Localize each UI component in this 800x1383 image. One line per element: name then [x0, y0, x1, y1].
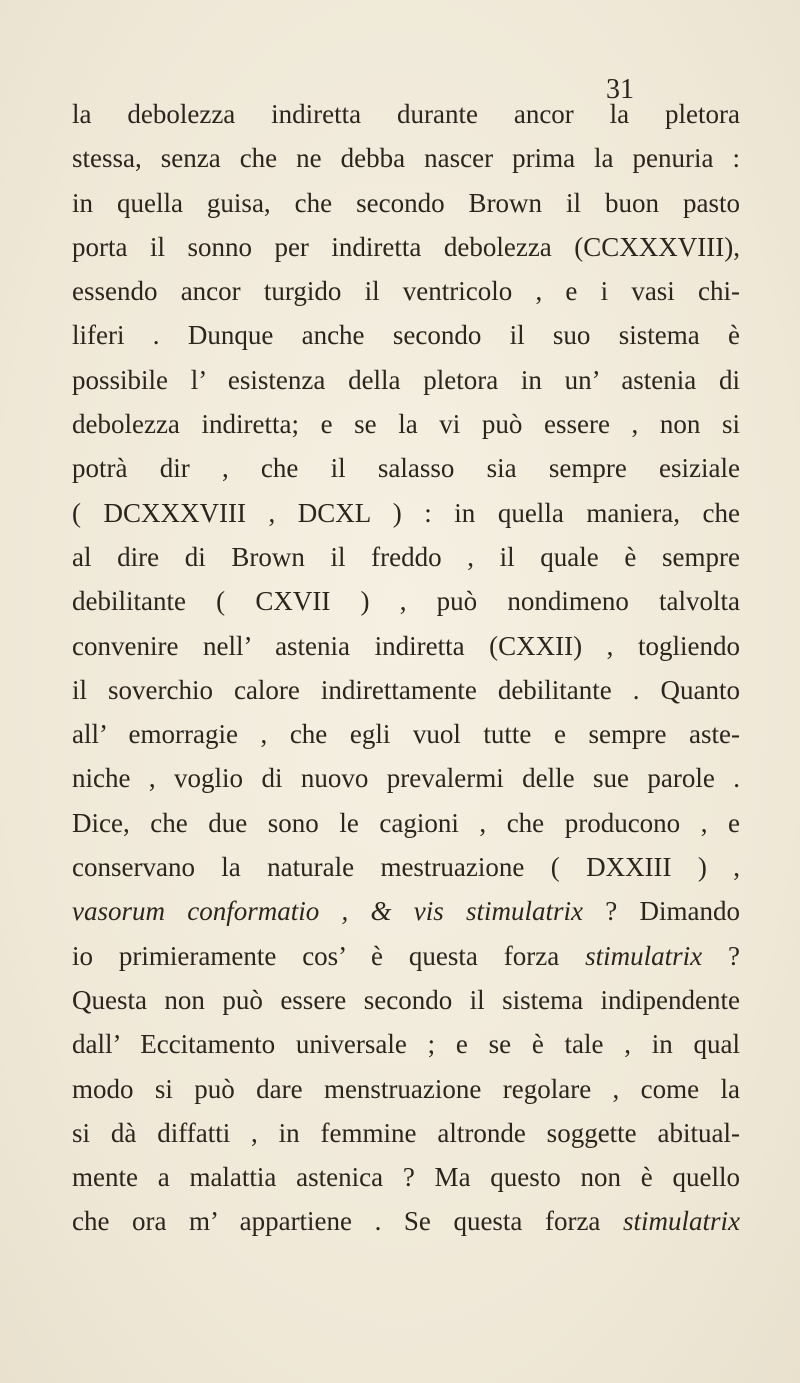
text-line	[72, 1067, 740, 1111]
body-text	[72, 92, 740, 1244]
text-segment: ? Dimando	[583, 896, 740, 927]
text-line	[72, 92, 740, 136]
text-line	[72, 1022, 740, 1066]
text-line	[72, 313, 740, 357]
text-line	[72, 845, 740, 889]
italic-text: stimulatrix	[585, 940, 703, 971]
text-segment: stessa, senza che ne debba nascer prima la penuria :	[72, 143, 740, 174]
text-line	[72, 1111, 740, 1155]
text-segment: debilitante ( CXVII ) , può nondimeno talvolta	[72, 586, 740, 617]
text-line	[72, 756, 740, 800]
text-line	[72, 934, 740, 978]
text-segment: Questa non può essere secondo il sistema indipendente	[72, 984, 740, 1015]
text-line	[72, 801, 740, 845]
text-segment: essendo ancor turgido il ventricolo , e i vasi chi-	[72, 276, 740, 307]
text-segment: il soverchio calore indirettamente debilitante . Quanto	[72, 674, 740, 705]
text-line	[72, 712, 740, 756]
text-segment: all’ emorragie , che egli vuol tutte e sempre aste-	[72, 719, 740, 750]
italic-text: stimulatrix	[622, 1206, 740, 1237]
page-number: 31	[606, 74, 634, 105]
text-line	[72, 136, 740, 180]
text-segment: liferi . Dunque anche secondo il suo sistema è	[72, 320, 740, 351]
text-line	[72, 1155, 740, 1199]
text-segment: debolezza indiretta; e se la vi può essere , non si	[72, 409, 740, 440]
text-line	[72, 402, 740, 446]
text-segment: potrà dir , che il salasso sia sempre esiziale	[72, 453, 740, 484]
text-line	[72, 358, 740, 402]
text-segment: io primieramente cos’ è questa forza	[72, 940, 586, 971]
text-segment: Dice, che due sono le cagioni , che producono , e	[72, 807, 740, 838]
text-line	[72, 535, 740, 579]
text-segment: si dà diffatti , in femmine altronde soggette abitual-	[72, 1117, 740, 1148]
text-line	[72, 269, 740, 313]
text-segment: niche , voglio di nuovo prevalermi delle sue parole .	[72, 763, 740, 794]
text-segment: la debolezza indiretta durante ancor la pletora	[72, 99, 740, 129]
text-segment: modo si può dare menstruazione regolare , come la	[72, 1073, 740, 1104]
text-segment: possibile l’ esistenza della pletora in un’ astenia di	[72, 364, 740, 395]
text-segment: mente a malattia astenica ? Ma questo non è quello	[72, 1162, 740, 1193]
text-segment: in quella guisa, che secondo Brown il buon pasto	[72, 187, 740, 218]
text-segment: dall’ Eccitamento universale ; e se è tale , in qual	[72, 1029, 740, 1060]
text-segment: ( DCXXXVIII , DCXL ) : in quella maniera, che	[72, 497, 740, 528]
text-line	[72, 889, 740, 933]
italic-text: vasorum conformatio , & vis stimulatrix	[72, 896, 584, 927]
text-segment: al dire di Brown il freddo , il quale è sempre	[72, 541, 740, 572]
text-line	[72, 491, 740, 535]
text-segment: conservano la naturale mestruazione ( DXXIII ) ,	[72, 852, 740, 883]
text-line	[72, 624, 740, 668]
text-line	[72, 668, 740, 712]
text-segment: convenire nell’ astenia indiretta (CXXII) , togliendo	[72, 630, 740, 661]
text-line	[72, 181, 740, 225]
text-line	[72, 1199, 740, 1243]
text-line	[72, 446, 740, 490]
text-segment: ?	[702, 940, 740, 971]
text-line	[72, 579, 740, 623]
text-segment: che ora m’ appartiene . Se questa forza	[72, 1206, 623, 1237]
text-line	[72, 225, 740, 269]
text-segment: porta il sonno per indiretta debolezza (CCXXXVIII),	[72, 231, 740, 262]
text-line	[72, 978, 740, 1022]
